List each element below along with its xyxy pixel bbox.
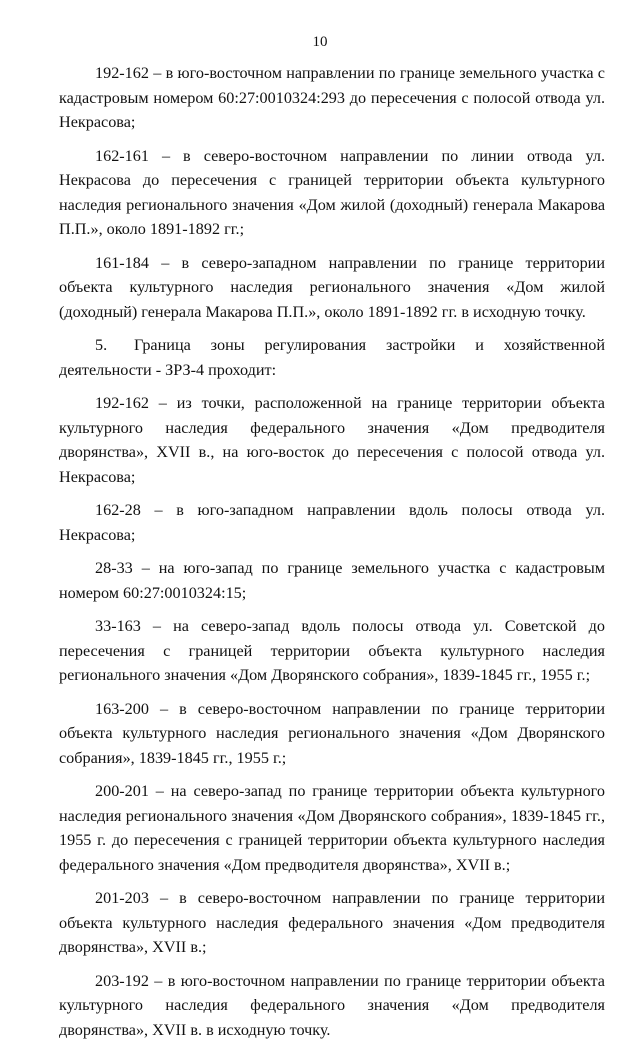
boundary-paragraph: 163-200 – в северо-восточном направлении по границе территории объекта культурного наследия регионального значения «Дом Дворянского собрания», 1839-1845 гг., 1955 г.; xyxy=(59,697,605,771)
boundary-paragraph: 161-184 – в северо-западном направлении по границе территории объекта культурного наследия регионального значения «Дом жилой (доходный) генерала Макарова П.П.», около 1891-1892 гг. в исходную точку. xyxy=(59,251,605,325)
boundary-paragraph: 203-192 – в юго-восточном направлении по границе территории объекта культурного наследия федерального значения «Дом предводителя дворянства», XVII в. в исходную точку. xyxy=(59,969,605,1042)
section-heading-item-5 xyxy=(59,333,605,382)
boundary-paragraph: 192-162 – из точки, расположенной на границе территории объекта культурного наследия федерального значения «Дом предводителя дворянства», XVII в., на юго-восток до пересечения с полосой отвода ул. Некрасова; xyxy=(59,391,605,489)
boundary-paragraph: 162-28 – в юго-западном направлении вдоль полосы отвода ул. Некрасова; xyxy=(59,498,605,547)
page-number: 10 xyxy=(0,34,640,51)
item-text: Граница зоны регулирования застройки и хозяйственной деятельности - ЗРЗ-4 проходит: xyxy=(59,336,605,379)
boundary-paragraph: 192-162 – в юго-восточном направлении по границе земельного участка с кадастровым номером 60:27:0010324:293 до пересечения с полосой отвода ул. Некрасова; xyxy=(59,61,605,135)
boundary-paragraph: 162-161 – в северо-восточном направлении по линии отвода ул. Некрасова до пересечения с границей территории объекта культурного наследия регионального значения «Дом жилой (доходный) генерала Макарова П.П.», около 1891-1892 гг.; xyxy=(59,144,605,242)
boundary-paragraph: 201-203 – в северо-восточном направлении по границе территории объекта культурного наследия федерального значения «Дом предводителя дворянства», XVII в.; xyxy=(59,886,605,960)
boundary-paragraph: 28-33 – на юго-запад по границе земельного участка с кадастровым номером 60:27:0010324:15; xyxy=(59,556,605,605)
boundary-paragraph: 200-201 – на северо-запад по границе территории объекта культурного наследия регионального значения «Дом Дворянского собрания», 1839-1845 гг., 1955 г. до пересечения с границей территории объекта культурного наследия федерального значения «Дом предводителя дворянства», XVII в.; xyxy=(59,779,605,877)
boundary-paragraph: 33-163 – на северо-запад вдоль полосы отвода ул. Советской до пересечения с границей территории объекта культурного наследия регионального значения «Дом Дворянского собрания», 1839-1845 гг., 1955 г.; xyxy=(59,614,605,688)
document-body xyxy=(59,61,605,1042)
item-number: 5. xyxy=(95,333,134,358)
